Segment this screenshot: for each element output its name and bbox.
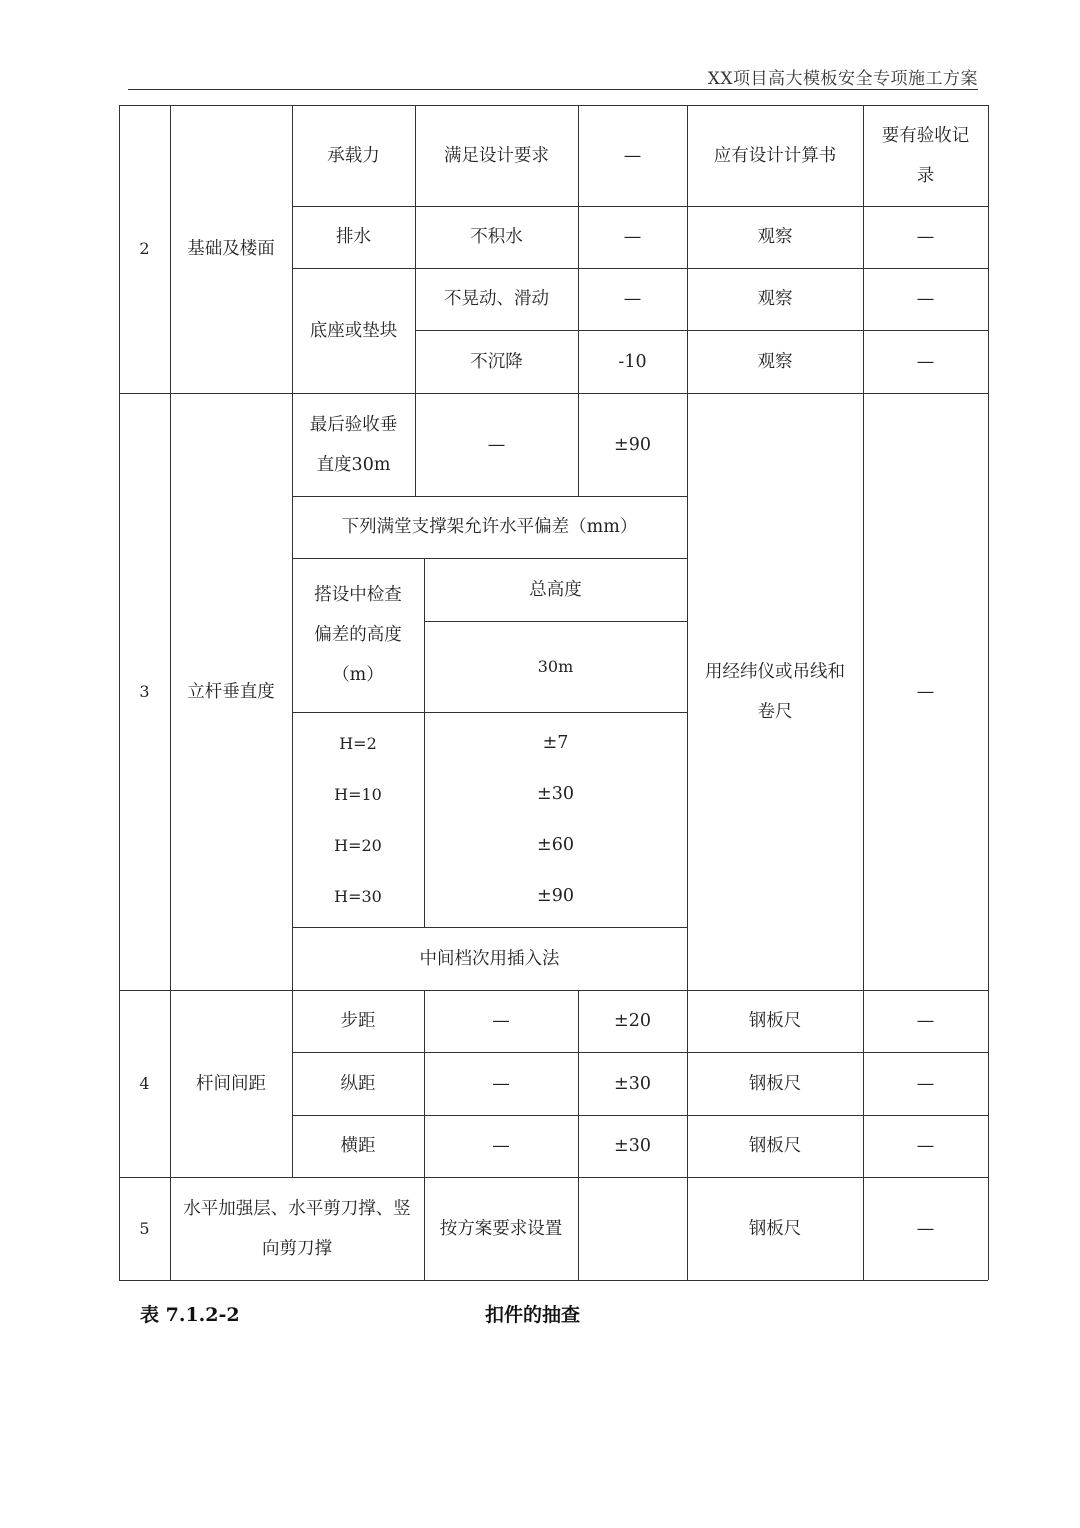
- height-value: H=2: [339, 733, 377, 753]
- method-cell: 观察: [757, 227, 793, 247]
- category-name: 基础及楼面: [187, 239, 275, 259]
- deviation-cell: ±30: [614, 1136, 651, 1156]
- item-cell: 底座或垫块: [309, 320, 398, 341]
- final-deviation-cell: ±90: [614, 434, 651, 455]
- deviation-cell: [578, 1177, 687, 1280]
- requirement-cell: 按方案要求设置: [439, 1218, 563, 1239]
- method-cell: 钢板尺: [748, 1218, 802, 1239]
- note-cell: —: [916, 1136, 935, 1156]
- method-cell: 观察: [757, 351, 793, 372]
- item-cell: 步距: [340, 1011, 376, 1031]
- item-cell: 排水: [336, 227, 371, 247]
- deviation-list: [424, 712, 687, 927]
- final-item-cell: 最后验收垂直度30m: [309, 414, 398, 475]
- deviation-cell: —: [623, 145, 642, 166]
- row-number: 2: [139, 239, 150, 258]
- final-requirement-cell: —: [487, 434, 506, 455]
- row-number: 3: [139, 681, 150, 701]
- method-cell: 钢板尺: [748, 1073, 802, 1094]
- deviation-cell: —: [623, 227, 642, 247]
- category-name: 水平加强层、水平剪刀撑、竖向剪刀撑: [183, 1198, 411, 1259]
- table-rule: [119, 1280, 988, 1281]
- method-cell: 应有设计计算书: [713, 145, 837, 166]
- note-cell: —: [916, 289, 935, 309]
- height-value: H=20: [334, 835, 382, 855]
- item-cell: 横距: [340, 1136, 376, 1156]
- deviation-value: ±60: [537, 834, 574, 855]
- deviation-cell: ±30: [614, 1073, 651, 1094]
- height-value: H=30: [334, 886, 382, 906]
- document-title: XX项目高大模板安全专项施工方案: [707, 69, 978, 89]
- requirement-cell: —: [492, 1011, 510, 1031]
- table-number: 表 7.1.2-2: [140, 1304, 240, 1326]
- height-value: H=10: [334, 784, 382, 804]
- total-height-value: 30m: [537, 656, 574, 676]
- category-name: 杆间间距: [196, 1073, 266, 1094]
- requirement-cell: —: [492, 1136, 510, 1156]
- deviation-value: ±90: [537, 885, 574, 906]
- note-cell: —: [916, 681, 935, 702]
- check-height-label: 搭设中检查偏差的高度（m）: [314, 585, 402, 685]
- note-cell: 要有验收记录: [881, 125, 970, 186]
- deviation-value: ±7: [542, 732, 569, 753]
- requirement-cell: 不积水: [470, 227, 523, 247]
- method-cell: 钢板尺: [748, 1011, 802, 1031]
- method-cell: 观察: [757, 289, 793, 309]
- row-number: 5: [139, 1218, 150, 1238]
- deviation-cell: -10: [618, 351, 647, 372]
- requirement-cell: 满足设计要求: [444, 145, 549, 166]
- deviation-value: ±30: [537, 783, 574, 804]
- height-list: [292, 712, 424, 927]
- method-cell: 钢板尺: [748, 1136, 802, 1156]
- table-rule: [988, 105, 989, 1280]
- item-cell: 承载力: [327, 145, 380, 166]
- interpolation-note: 中间档次用插入法: [419, 948, 560, 969]
- deviation-cell: ±20: [614, 1011, 651, 1031]
- category-name: 立杆垂直度: [187, 681, 275, 702]
- note-cell: —: [916, 1218, 935, 1239]
- sub-table-title: 下列满堂支撑架允许水平偏差（mm）: [341, 517, 638, 537]
- item-cell: 纵距: [340, 1073, 376, 1094]
- table-caption: 扣件的抽查: [485, 1304, 581, 1326]
- requirement-cell: 不晃动、滑动: [444, 289, 549, 309]
- method-cell: 用经纬仪或吊线和卷尺: [705, 661, 845, 722]
- total-height-label: 总高度: [529, 579, 582, 600]
- note-cell: —: [916, 227, 935, 247]
- note-cell: —: [916, 351, 935, 372]
- note-cell: —: [916, 1073, 935, 1094]
- deviation-cell: —: [623, 289, 642, 309]
- requirement-cell: 不沉降: [470, 351, 523, 372]
- note-cell: —: [916, 1011, 935, 1031]
- row-number: 4: [139, 1073, 150, 1093]
- requirement-cell: —: [492, 1073, 510, 1094]
